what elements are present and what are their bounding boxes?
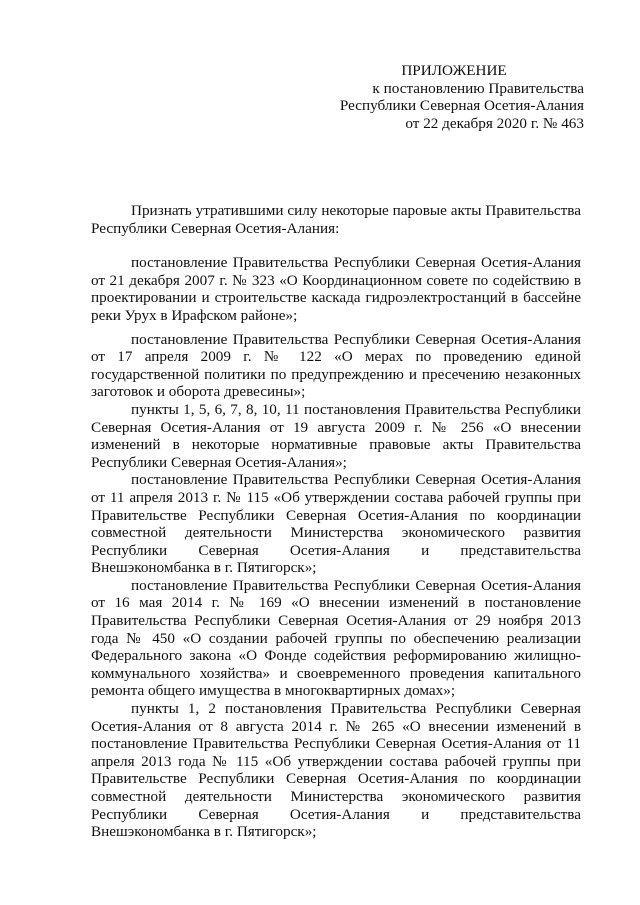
list-item: постановление Правительства Республики Северная Осетия-Алания от 16 мая 2014 г. № 169 «О внесении изменений в постановление Правительства Республики Северная Осетия-Алания от 29 ноября 2013 года № 450 «О создании рабочей группы по обеспечению реализации Федерального закона «О Фонде содействия реформированию жилищно-коммунального хозяйства» и своевременного проведения капитального ремонта общего имущества в многоквартирных домах»; bbox=[91, 576, 581, 700]
intro-paragraph: Признать утратившими силу некоторые паровые акты Правительства Республики Северная Осетия-Алания: bbox=[91, 202, 581, 237]
list-item: пункты 1, 2 постановления Правительства Республики Северная Осетия-Алания от 8 августа 2014 г. № 265 «О внесении изменений в постановление Правительства Республики Северная Осетия-Алания от 11 апреля 2013 года № 115 «Об утверждении состава рабочей группы при Правительстве Республики Северная Осетия-Алания по координации совместной деятельности Министерства экономического развития Республики Северная Осетия-Алания и представительства Внешэкономбанка в г. Пятигорск»; bbox=[91, 700, 581, 841]
document-body bbox=[91, 202, 581, 841]
appendix-header bbox=[284, 62, 584, 132]
appendix-line-1: к постановлению Правительства bbox=[372, 79, 584, 97]
list-item: постановление Правительства Республики Северная Осетия-Алания от 11 апреля 2013 г. № 115 «Об утверждении состава рабочей группы при Правительстве Республики Северная Осетия-Алания по координации совместной деятельности Министерства экономического развития Республики Северная Осетия-Алания и представительства Внешэкономбанка в г. Пятигорск»; bbox=[91, 471, 581, 577]
appendix-line-2: Республики Северная Осетия-Алания bbox=[339, 97, 584, 114]
list-item: постановление Правительства Республики Северная Осетия-Алания от 21 декабря 2007 г. № 323 «О Координационном совете по содействию в проектировании и строительстве каскада гидроэлектростанций в бассейне реки Урух в Ирафском районе»; bbox=[91, 254, 581, 324]
list-item: постановление Правительства Республики Северная Осетия-Алания от 17 апреля 2009 г. № 122 «О мерах по проведению единой государственной политики по предупреждению и пресечению незаконных заготовок и оборота древесины»; bbox=[91, 330, 581, 401]
appendix-title: ПРИЛОЖЕНИЕ bbox=[401, 62, 507, 79]
list-item: пункты 1, 5, 6, 7, 8, 10, 11 постановления Правительства Республики Северная Осетия-Алания от 19 августа 2009 г. № 256 «О внесении изменений в некоторые нормативные правовые акты Правительства Республики Северная Осетия-Алания»; bbox=[91, 400, 581, 471]
appendix-line-3: от 22 декабря 2020 г. № 463 bbox=[405, 114, 584, 132]
